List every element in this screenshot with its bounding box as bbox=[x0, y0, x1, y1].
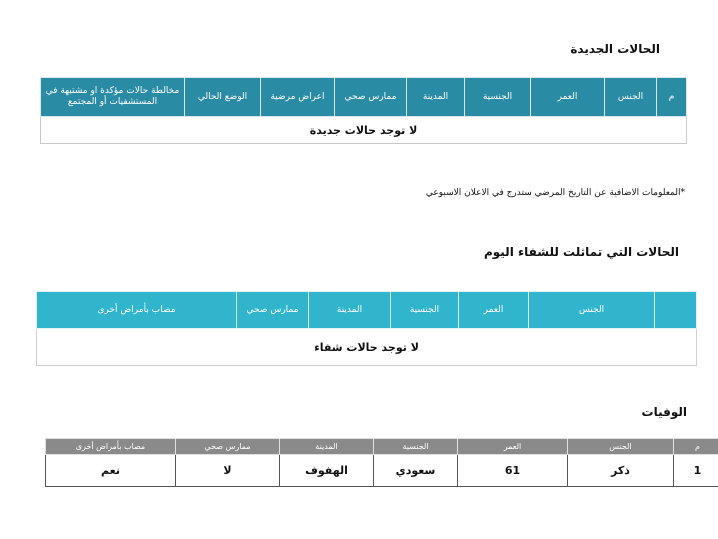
footnote: *المعلومات الاضافية عن التاريخ المرضي ستدرج في الاعلان الاسبوعي bbox=[425, 188, 685, 198]
column-header: المدينة bbox=[407, 78, 465, 117]
cell-health-practitioner: لا bbox=[176, 455, 280, 487]
column-header: مصاب بأمراض أخرى bbox=[46, 439, 176, 455]
cell-index: 1 bbox=[674, 455, 718, 487]
column-header: الجنسية bbox=[391, 292, 459, 329]
column-header: ممارس صحي bbox=[176, 439, 280, 455]
column-header: المدينة bbox=[309, 292, 391, 329]
column-header: ممارس صحي bbox=[237, 292, 309, 329]
table-row bbox=[37, 329, 697, 366]
column-header: العمر bbox=[459, 292, 529, 329]
empty-message: لا توجد حالات جديدة bbox=[41, 117, 687, 144]
deaths-title: الوفيات bbox=[641, 405, 687, 419]
column-header: العمر bbox=[458, 439, 568, 455]
deaths-table bbox=[45, 438, 718, 487]
column-header: الوضع الحالي bbox=[185, 78, 261, 117]
column-header: مخالطة حالات مؤكدة او مشتبهة في المستشفيات أو المجتمع bbox=[41, 78, 185, 117]
new-cases-title: الحالات الجديدة bbox=[570, 42, 660, 56]
table-row bbox=[41, 117, 687, 144]
new-cases-header-row bbox=[41, 78, 687, 117]
column-header: العمر bbox=[531, 78, 605, 117]
column-header: الجنسية bbox=[465, 78, 531, 117]
cell-age: 61 bbox=[458, 455, 568, 487]
column-header: مصاب بأمراض أخرى bbox=[37, 292, 237, 329]
column-header bbox=[655, 292, 697, 329]
column-header: الجنس bbox=[529, 292, 655, 329]
cell-other-diseases: نعم bbox=[46, 455, 176, 487]
column-header: المدينة bbox=[280, 439, 374, 455]
recovered-header-row bbox=[37, 292, 697, 329]
cell-nationality: سعودي bbox=[374, 455, 458, 487]
column-header: اعراض مرضية bbox=[261, 78, 335, 117]
cell-gender: ذكر bbox=[568, 455, 674, 487]
recovered-table bbox=[36, 291, 697, 366]
cell-city: الهفوف bbox=[280, 455, 374, 487]
column-header: الجنس bbox=[605, 78, 657, 117]
column-header: ممارس صحي bbox=[335, 78, 407, 117]
table-row bbox=[46, 455, 718, 487]
empty-message: لا توجد حالات شفاء bbox=[37, 329, 697, 366]
column-header: م bbox=[657, 78, 687, 117]
new-cases-table bbox=[40, 77, 687, 144]
column-header: الجنس bbox=[568, 439, 674, 455]
recovered-title: الحالات التي تماثلت للشفاء اليوم bbox=[483, 245, 679, 259]
column-header: م bbox=[674, 439, 718, 455]
deaths-header-row bbox=[46, 439, 718, 455]
column-header: الجنسية bbox=[374, 439, 458, 455]
